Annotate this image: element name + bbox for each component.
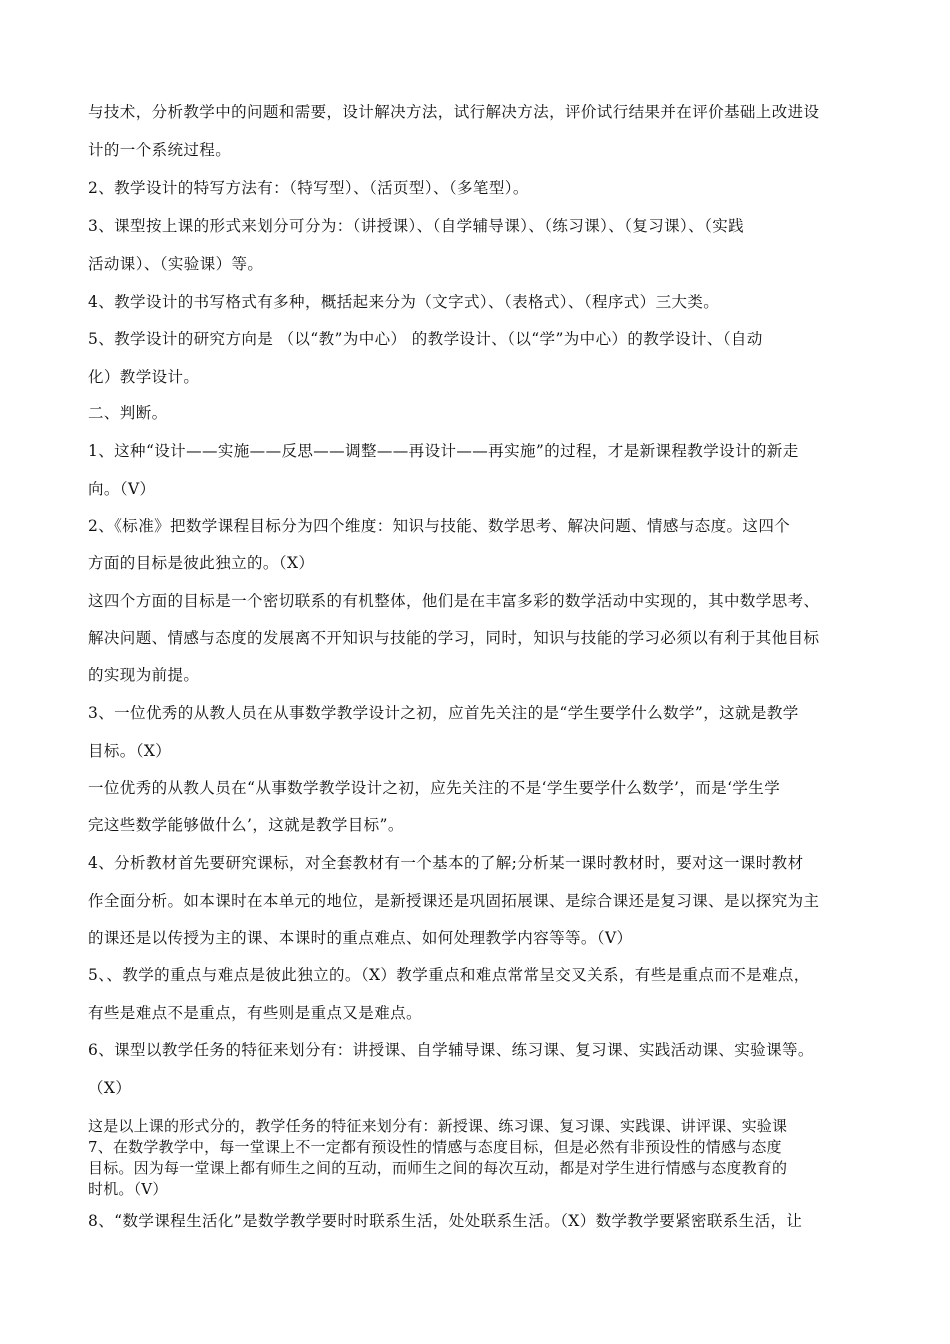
text-line: 7、在数学教学中，每一堂课上不一定都有预设性的情感与态度目标，但是必然有非预设性的情感与态度 bbox=[88, 1138, 782, 1156]
text-line: 2、《标准》把数学课程目标分为四个维度：知识与技能、数学思考、解决问题、情感与态度。这四个 bbox=[88, 517, 791, 535]
text-line: 1、这种“设计——实施——反思——调整——再设计——再实施”的过程，才是新课程教学设计的新走 bbox=[88, 442, 799, 460]
text-line: 一位优秀的从教人员在“从事数学教学设计之初，应先关注的不是‘学生要学什么数学’，而是‘学生学 bbox=[88, 779, 781, 797]
text-line: 3、课型按上课的形式来划分可分为：（讲授课）、（自学辅导课）、（练习课）、（复习课）、（实践 bbox=[88, 217, 745, 235]
text-line: 完这些数学能够做什么’，这就是教学目标”。 bbox=[88, 816, 404, 834]
text-line: 3、一位优秀的从教人员在从事数学教学设计之初，应首先关注的是“学生要学什么数学”，这就是教学 bbox=[88, 704, 799, 722]
text-line: 时机。（V） bbox=[88, 1180, 168, 1198]
text-line: 2、教学设计的特写方法有：（特写型）、（活页型）、（多笔型）。 bbox=[88, 179, 529, 197]
text-line: 这是以上课的形式分的，教学任务的特征来划分有：新授课、练习课、复习课、实践课、讲评课、实验课 bbox=[88, 1117, 788, 1135]
text-line: 有些是难点不是重点，有些则是重点又是难点。 bbox=[88, 1004, 422, 1022]
text-line: 5、教学设计的研究方向是 （以“教”为中心） 的教学设计、（以“学”为中心）的教学设计、（自动 bbox=[88, 330, 763, 348]
text-line: 的课还是以传授为主的课、本课时的重点难点、如何处理教学内容等等。（V） bbox=[88, 929, 633, 947]
text-line: 化）教学设计。 bbox=[88, 368, 200, 386]
text-line: 6、课型以教学任务的特征来划分有：讲授课、自学辅导课、练习课、复习课、实践活动课、实验课等。 bbox=[88, 1041, 814, 1059]
text-line: 方面的目标是彼此独立的。（X） bbox=[88, 554, 315, 572]
text-line: 计的一个系统过程。 bbox=[88, 141, 232, 159]
text-line: 的实现为前提。 bbox=[88, 666, 200, 684]
text-line: 目标。因为每一堂课上都有师生之间的互动，而师生之间的每次互动，都是对学生进行情感与态度教育的 bbox=[88, 1159, 788, 1177]
text-line: 目标。（X） bbox=[88, 742, 172, 760]
text-line: 活动课）、（实验课）等。 bbox=[88, 255, 264, 273]
text-line: （X） bbox=[88, 1079, 132, 1097]
text-line: 作全面分析。如本课时在本单元的地位，是新授课还是巩固拓展课、是综合课还是复习课、是以探究为主 bbox=[88, 892, 820, 910]
text-line: 8、“数学课程生活化”是数学教学要时时联系生活，处处联系生活。（X）数学教学要紧密联系生活，让 bbox=[88, 1212, 803, 1230]
text-line: 4、教学设计的书写格式有多种，概括起来分为（文字式）、（表格式）、（程序式）三大类。 bbox=[88, 293, 720, 311]
text-line: 解决问题、情感与态度的发展离不开知识与技能的学习，同时，知识与技能的学习必须以有利于其他目标 bbox=[88, 629, 820, 647]
text-line: 向。（V） bbox=[88, 480, 156, 498]
text-line: 这四个方面的目标是一个密切联系的有机整体，他们是在丰富多彩的数学活动中实现的，其中数学思考、 bbox=[88, 592, 820, 610]
text-line: 4、分析教材首先要研究课标，对全套教材有一个基本的了解;分析某一课时教材时，要对这一课时教材 bbox=[88, 854, 804, 872]
text-line: 与技术，分析教学中的问题和需要，设计解决方法，试行解决方法，评价试行结果并在评价基础上改进设 bbox=[88, 103, 820, 121]
section-heading: 二、判断。 bbox=[88, 404, 168, 422]
text-line: 5、、教学的重点与难点是彼此独立的。（X）教学重点和难点常常呈交叉关系，有些是重点而不是难点， bbox=[88, 966, 810, 984]
